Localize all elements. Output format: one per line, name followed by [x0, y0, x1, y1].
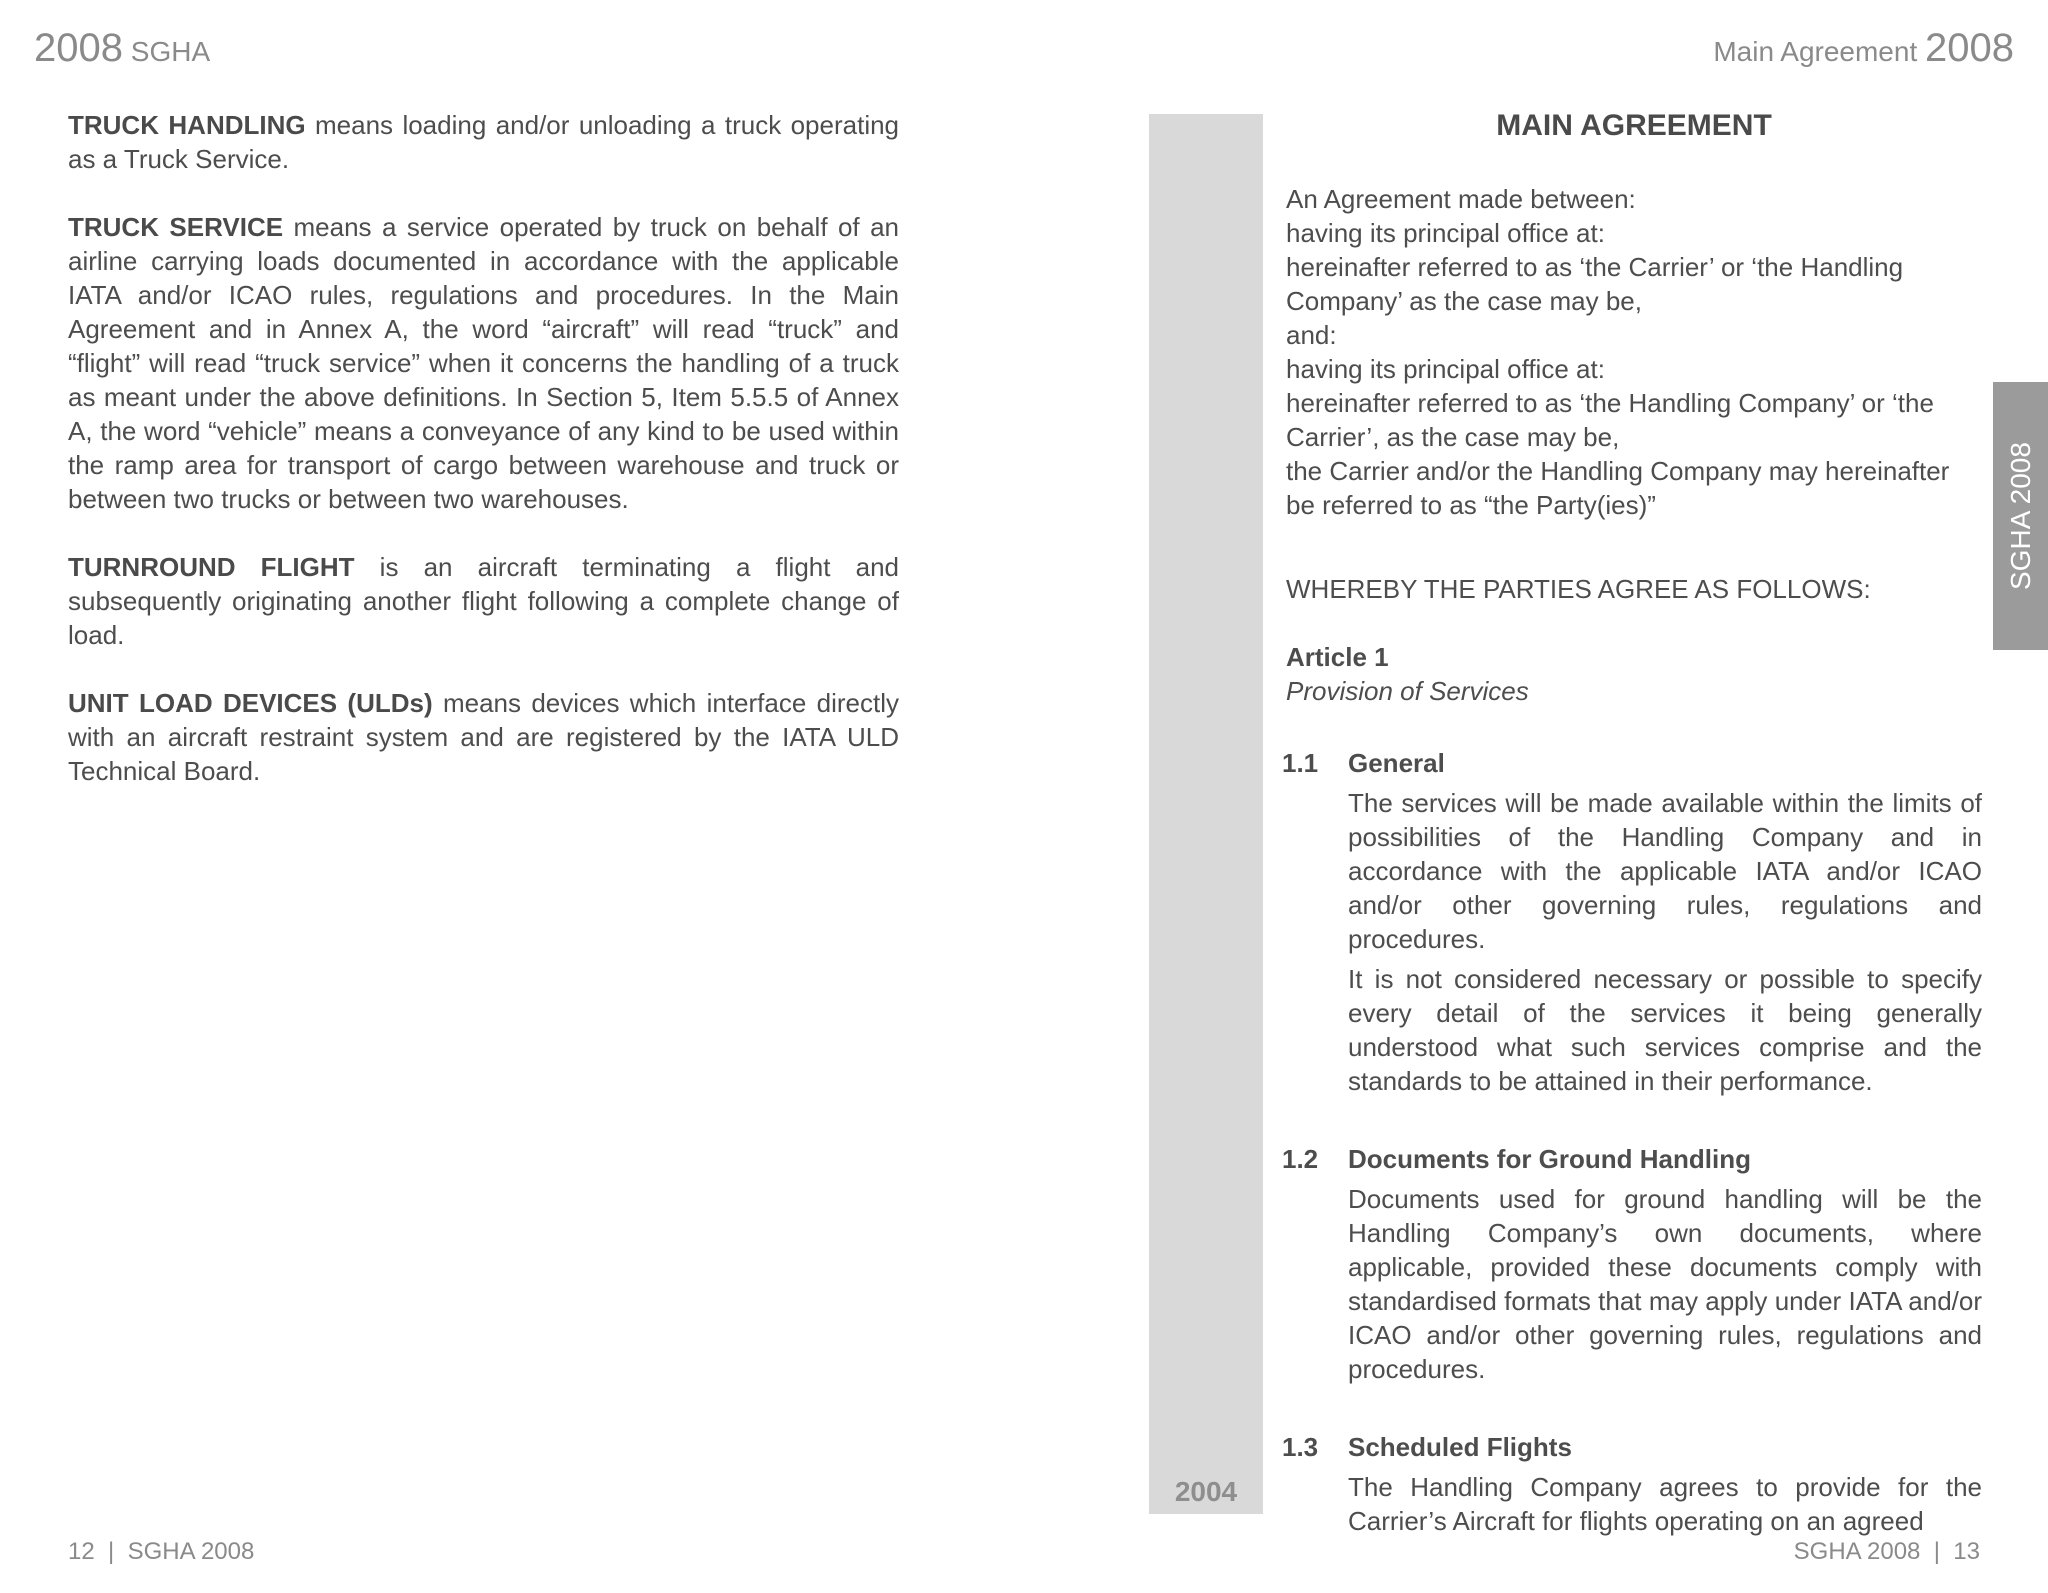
definition-text: is an aircraft terminating a flight and subsequently originating another flight following a complete change of load. [68, 552, 899, 650]
intro-line: An Agreement made between: [1286, 184, 1636, 214]
intro-line: hereinafter referred to as ‘the Carrier’ or ‘the Handling Company’ as the case may be, [1286, 252, 1904, 316]
definition [68, 686, 899, 788]
intro-line: having its principal office at: [1286, 354, 1605, 384]
definition [68, 210, 899, 516]
right-page-content [1282, 108, 1982, 1544]
intro-line: having its principal office at: [1286, 218, 1605, 248]
section-heading [1282, 1430, 1982, 1464]
definition-text: means devices which interface directly with an aircraft restraint system and are registered by the IATA ULD Technical Board. [68, 688, 899, 786]
section-paragraph: Documents used for ground handling will be the Handling Company’s own documents, where applicable, provided these documents comply with standardised formats that may apply under IATA and/or ICAO and/or other governing rules, regulations and procedures. [1348, 1184, 1982, 1384]
section-paragraph: The services will be made available within the limits of possibilities of the Handling Company and in accordance with the applicable IATA and/or ICAO and/or other governing rules, regulations and procedures. [1348, 788, 1982, 954]
intro-line: hereinafter referred to as ‘the Handling Company’ or ‘the Carrier’, as the case may be, [1286, 388, 1934, 452]
definition-term: TRUCK SERVICE [68, 212, 284, 242]
section-1-1 [1282, 746, 1982, 1098]
whereby-line: WHEREBY THE PARTIES AGREE AS FOLLOWS: [1286, 574, 1871, 604]
page-title: MAIN AGREEMENT [1496, 109, 1772, 142]
definition-term: TRUCK HANDLING [68, 110, 306, 140]
intro-line: the Carrier and/or the Handling Company may hereinafter be referred to as “the Party(ies)” [1286, 456, 1950, 520]
section-number: 1.1 [1282, 748, 1319, 778]
section-title: Documents for Ground Handling [1348, 1144, 1751, 1174]
definition-term: TURNROUND FLIGHT [68, 552, 355, 582]
definition-term: UNIT LOAD DEVICES (ULDs) [68, 688, 433, 718]
section-body [1348, 1182, 1982, 1386]
margin-bar [1149, 114, 1263, 1514]
section-paragraph: The Handling Company agrees to provide for the Carrier’s Aircraft for flights operating on an agreed [1348, 1472, 1982, 1536]
section-1-3 [1282, 1430, 1982, 1538]
running-header-right [1713, 26, 2014, 71]
side-tab-label: SGHA 2008 [2004, 442, 2036, 590]
section-number: 1.2 [1282, 1144, 1319, 1174]
section-title: General [1348, 748, 1445, 778]
side-tab [1993, 382, 2048, 650]
article-heading: Article 1 [1286, 642, 1389, 672]
section-heading [1282, 746, 1982, 780]
section-heading [1282, 1142, 1982, 1176]
definition-text: means a service operated by truck on behalf of an airline carrying loads documented in accordance with the applicable IATA and/or ICAO rules, regulations and procedures. In the Main Agreement and in Annex A, the word “aircraft” will read “truck” and “flight” will read “truck service” when it concerns the handling of a truck as meant under the above definitions. In Section 5, Item 5.5.5 of Annex A, the word “vehicle” means a conveyance of any kind to be used within the ramp area for transport of cargo between warehouse and truck or between two trucks or between two warehouses. [68, 212, 899, 514]
definition-text: means loading and/or unloading a truck operating as a Truck Service. [68, 110, 900, 174]
page-footer-right: SGHA 2008 | 13 [1793, 1538, 1980, 1565]
section-number: 1.3 [1282, 1432, 1319, 1462]
margin-bar-year: 2004 [1174, 1476, 1238, 1507]
header-left-year: 2008 [34, 26, 123, 70]
running-header-left [34, 26, 210, 71]
header-right-year: 2008 [1925, 26, 2014, 70]
section-1-2 [1282, 1142, 1982, 1386]
left-page-definitions [68, 108, 899, 822]
intro-line: and: [1286, 320, 1337, 350]
section-body [1348, 1470, 1982, 1538]
article-subtitle: Provision of Services [1286, 676, 1529, 706]
page-footer-left: 12 | SGHA 2008 [68, 1538, 255, 1565]
section-paragraph: It is not considered necessary or possible to specify every detail of the services it being generally understood what such services comprise and the standards to be attained in their performance. [1348, 964, 1982, 1096]
header-right-title: Main Agreement [1713, 36, 1918, 67]
header-left-title: SGHA [130, 36, 211, 67]
section-body [1348, 786, 1982, 1098]
section-title: Scheduled Flights [1348, 1432, 1572, 1462]
definition [68, 108, 899, 176]
definition [68, 550, 899, 652]
agreement-intro [1286, 182, 1982, 522]
